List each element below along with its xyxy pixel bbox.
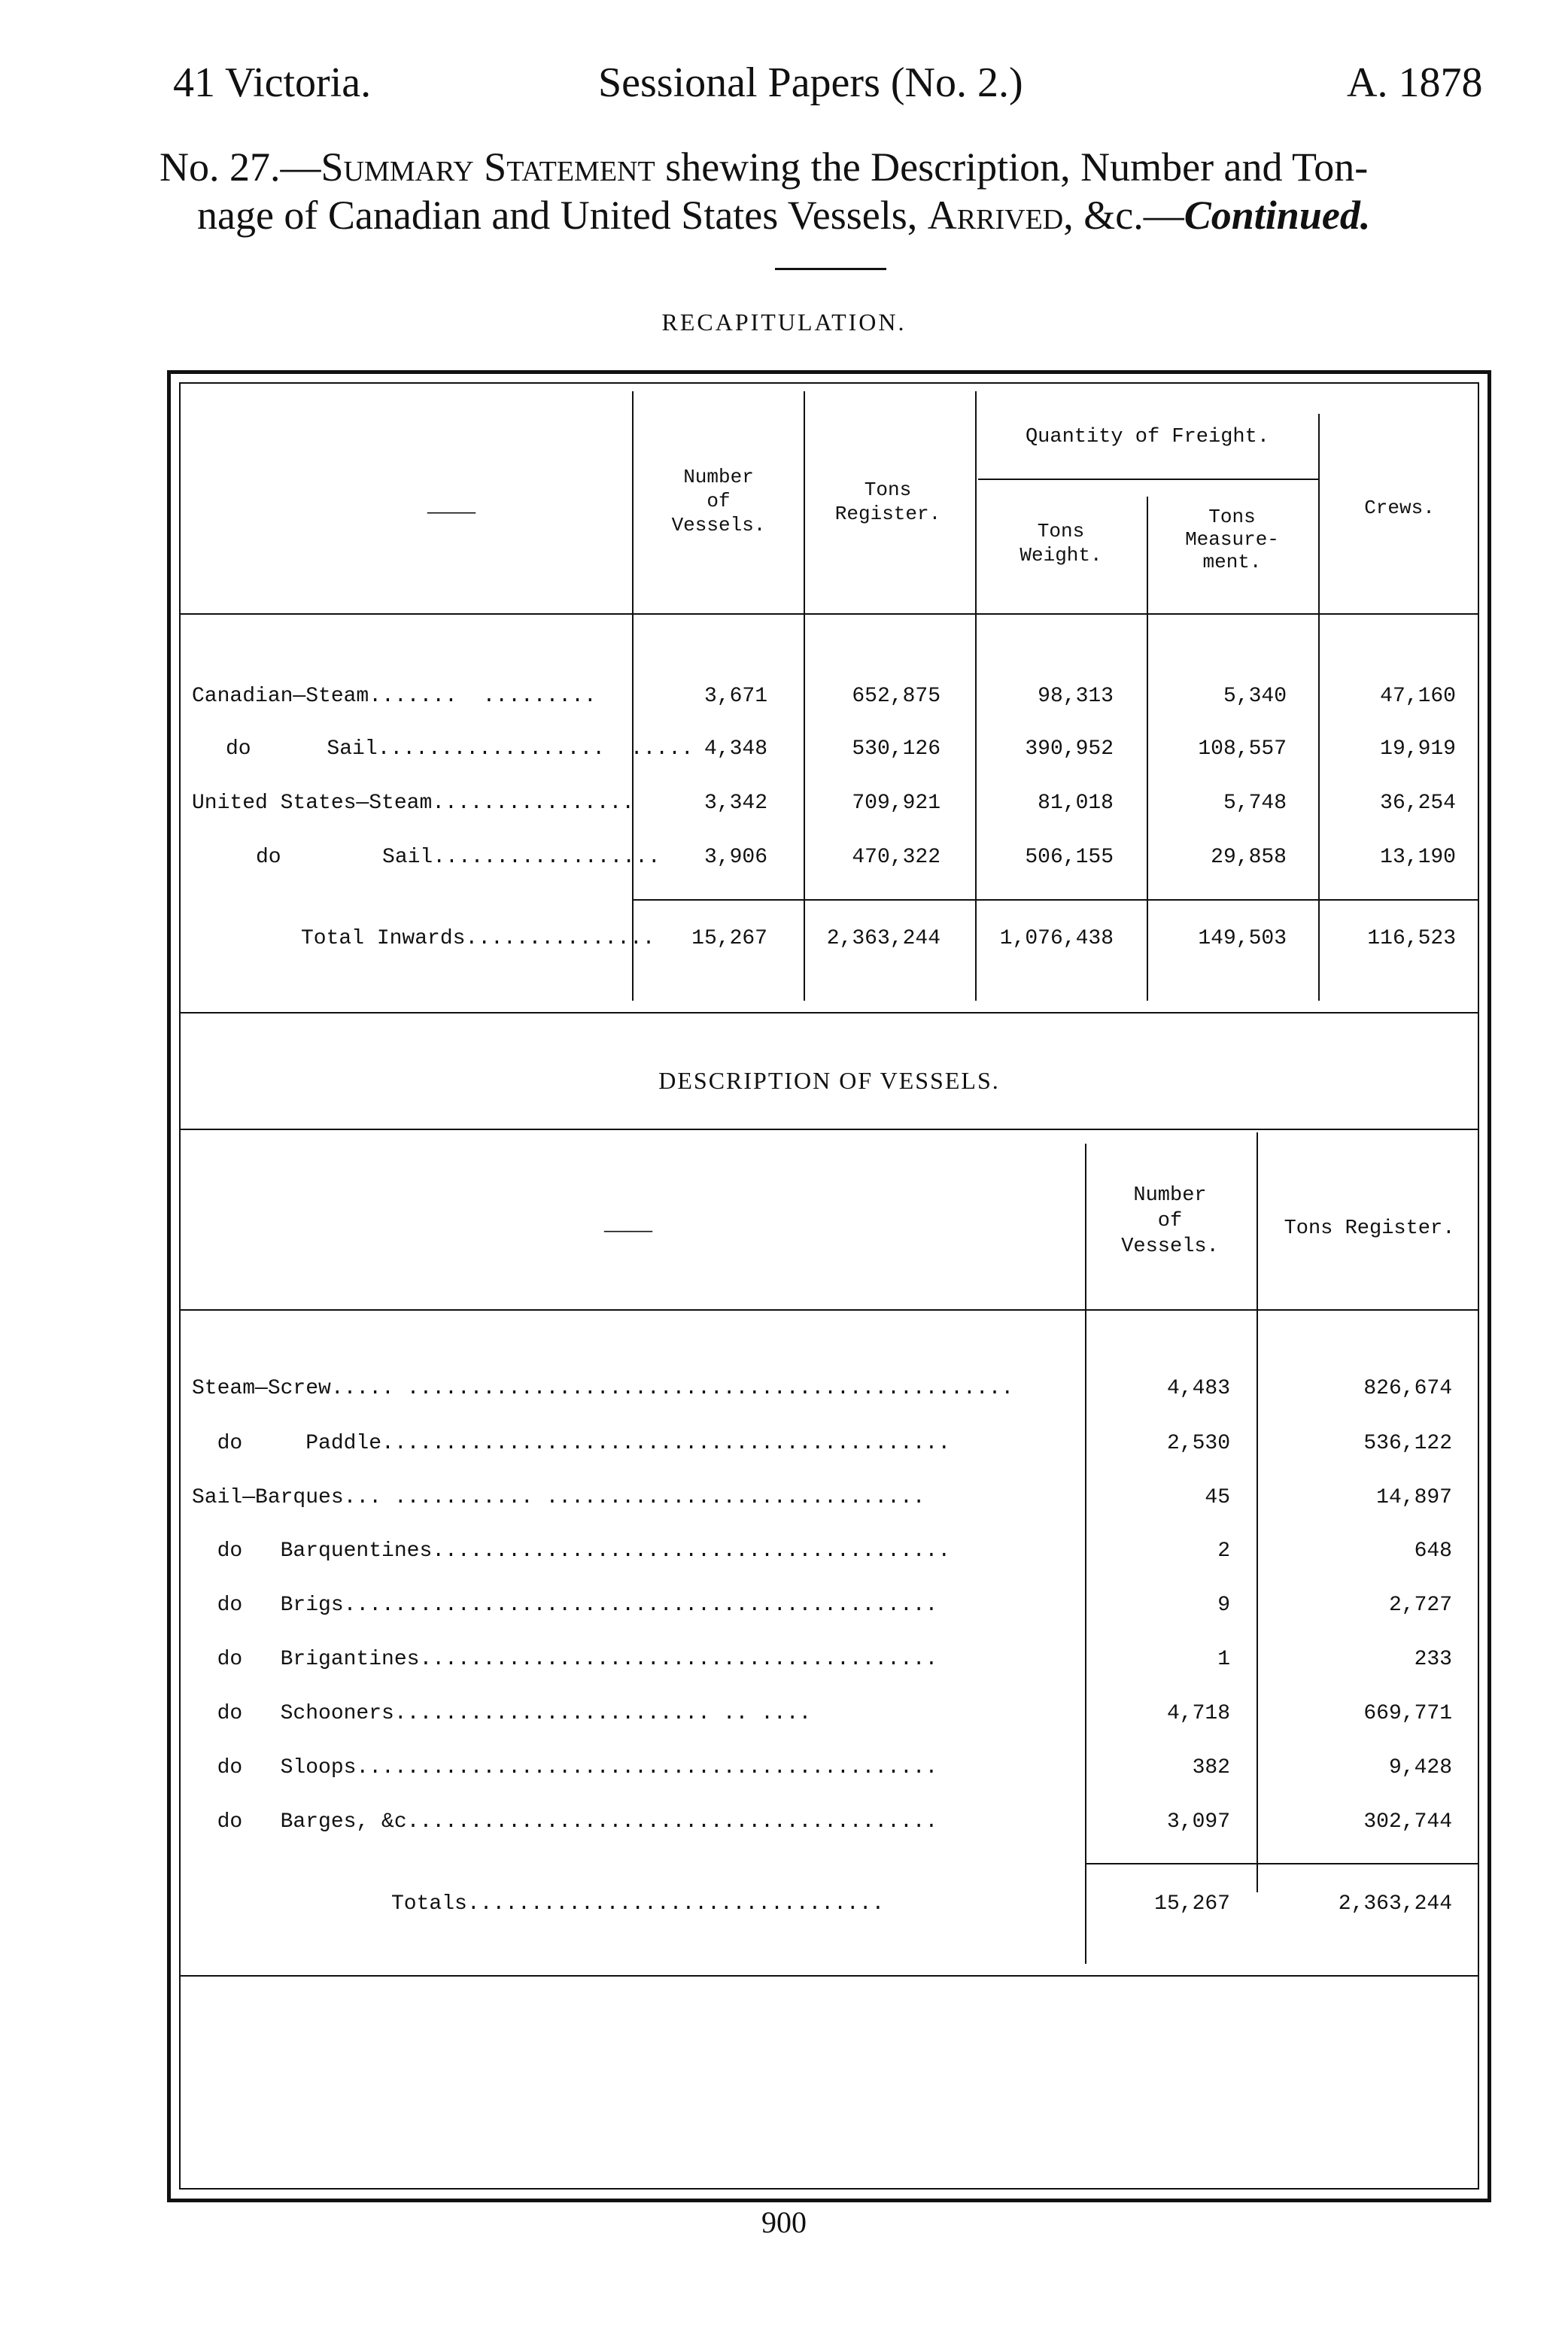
description-title-rule bbox=[179, 1129, 1479, 1130]
session-label: 41 Victoria. bbox=[173, 59, 372, 106]
header-vessels: Number of Vessels. bbox=[1121, 1184, 1219, 1258]
col-divider bbox=[632, 391, 634, 1001]
header-tons-measurement: Tons Measure- ment. bbox=[1185, 506, 1279, 573]
header-bottom-rule bbox=[179, 1309, 1479, 1311]
sessional-papers-label: Sessional Papers (No. 2.) bbox=[598, 59, 1023, 106]
col-divider bbox=[975, 391, 977, 1001]
row-label-header: —— bbox=[427, 497, 476, 524]
title-divider bbox=[775, 268, 886, 270]
header-bottom-rule bbox=[179, 613, 1479, 615]
description-bottom-rule bbox=[179, 1975, 1479, 1977]
header-vessels: Number of Vessels. bbox=[671, 466, 766, 536]
header-tons-weight: Tons Weight. bbox=[1020, 520, 1102, 567]
col-divider bbox=[1318, 414, 1320, 1001]
recapitulation-title: RECAPITULATION. bbox=[661, 308, 907, 336]
header-tons-register: Tons Register. bbox=[1284, 1217, 1455, 1240]
description-title: DESCRIPTION OF VESSELS. bbox=[658, 1067, 1000, 1094]
document-title bbox=[160, 143, 1499, 239]
total-rule bbox=[632, 899, 1479, 901]
year-label: A. 1878 bbox=[1347, 59, 1483, 106]
header-quantity-of-freight: Quantity of Freight. bbox=[1025, 426, 1270, 448]
total-rule bbox=[1085, 1863, 1479, 1864]
freight-group-rule bbox=[978, 479, 1318, 480]
row-label-header: —— bbox=[604, 1215, 652, 1242]
col-divider bbox=[1085, 1144, 1086, 1964]
title-line-1: No. 27.—Summary Statement shewing the Description, Number and Ton- bbox=[160, 144, 1369, 190]
title-line-2: nage of Canadian and United States Vessels, Arrived, &c.—Continued. bbox=[197, 193, 1371, 238]
table-frame-inner bbox=[179, 382, 1479, 2190]
header-crews: Crews. bbox=[1364, 497, 1435, 519]
running-header bbox=[0, 59, 1568, 119]
page-number: 900 bbox=[761, 2205, 807, 2239]
recapitulation-bottom-rule bbox=[179, 1012, 1479, 1013]
col-divider bbox=[1147, 497, 1148, 1001]
col-divider bbox=[1257, 1132, 1258, 1892]
header-tons-register: Tons Register. bbox=[834, 479, 941, 525]
col-divider bbox=[804, 391, 805, 1001]
